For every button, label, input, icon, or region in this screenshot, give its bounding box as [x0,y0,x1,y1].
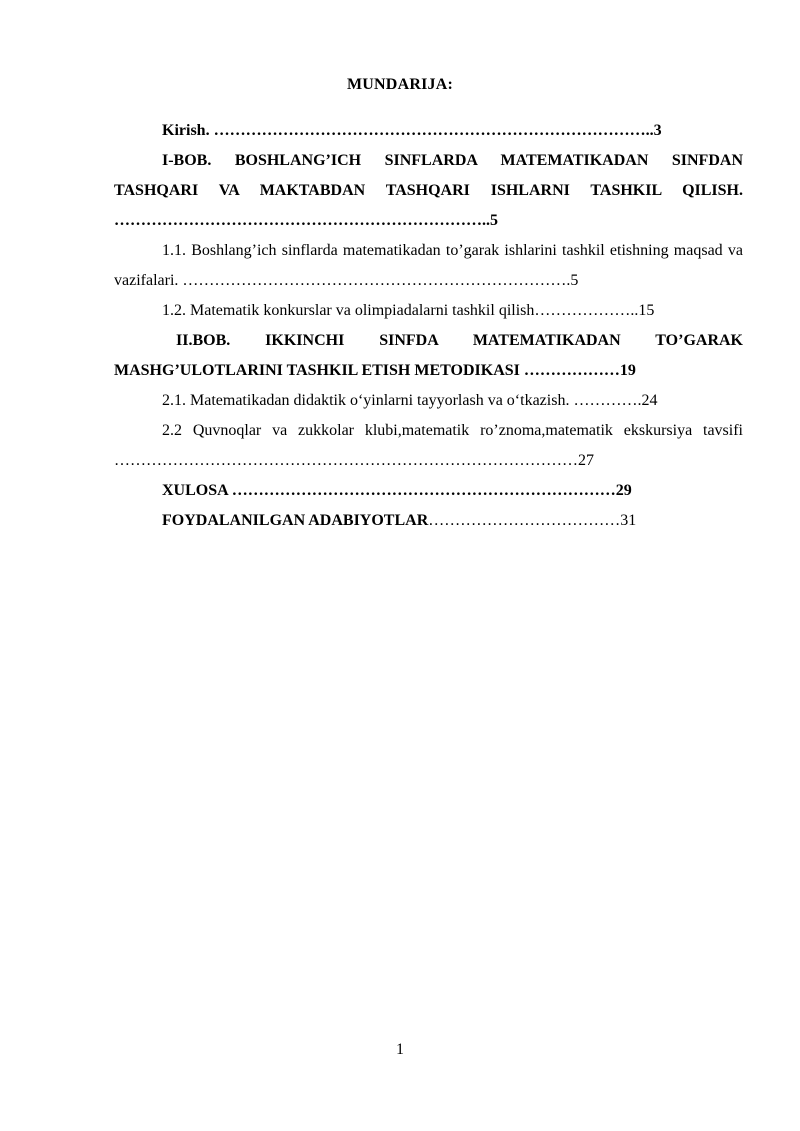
toc-entry-chapter-2: II.BOB. IKKINCHI SINFDA MATEMATIKADAN TO’GARAK MASHG’ULOTLARINI TASHKIL ETISH METODIKASI ………………19 [114,332,743,379]
toc-entry-section-2-1: 2.1. Matematikadan didaktik oʻyinlarni tayyorlash va oʻtkazish. ………….24 [162,392,658,409]
page-number: 1 [396,1041,404,1058]
toc-entry-references-leader: ………………………………31 [428,512,637,529]
table-of-contents [114,116,743,536]
toc-entry-introduction: Kirish. ………………………………………………………………………..3 [162,122,662,139]
toc-entry-conclusion: XULOSA ………………………………………………………………29 [162,482,632,499]
toc-entry-references [114,506,743,536]
page-title: MUNDARIJA: [347,76,453,93]
toc-entry-section-1-1: 1.1. Boshlang’ich sinflarda matematikadan to’garak ishlarini tashkil etishning maqsad va vazifalari. ……………………………………………………………….5 [114,242,743,289]
toc-entry-references-label: FOYDALANILGAN ADABIYOTLAR [162,512,429,529]
toc-entry-chapter-1: I-BOB. BOSHLANG’ICH SINFLARDA MATEMATIKADAN SINFDAN TASHQARI VA MAKTABDAN TASHQARI ISHLARNI TASHKIL QILISH. ……………………………………………………………..5 [114,152,743,229]
toc-entry-section-2-2: 2.2 Quvnoqlar va zukkolar klubi,matematik ro’znoma,matematik ekskursiya tavsifi ……………………………………………………………………………27 [114,422,743,469]
toc-entry-section-1-2: 1.2. Matematik konkurslar va olimpiadalarni tashkil qilish………………..15 [162,302,655,319]
